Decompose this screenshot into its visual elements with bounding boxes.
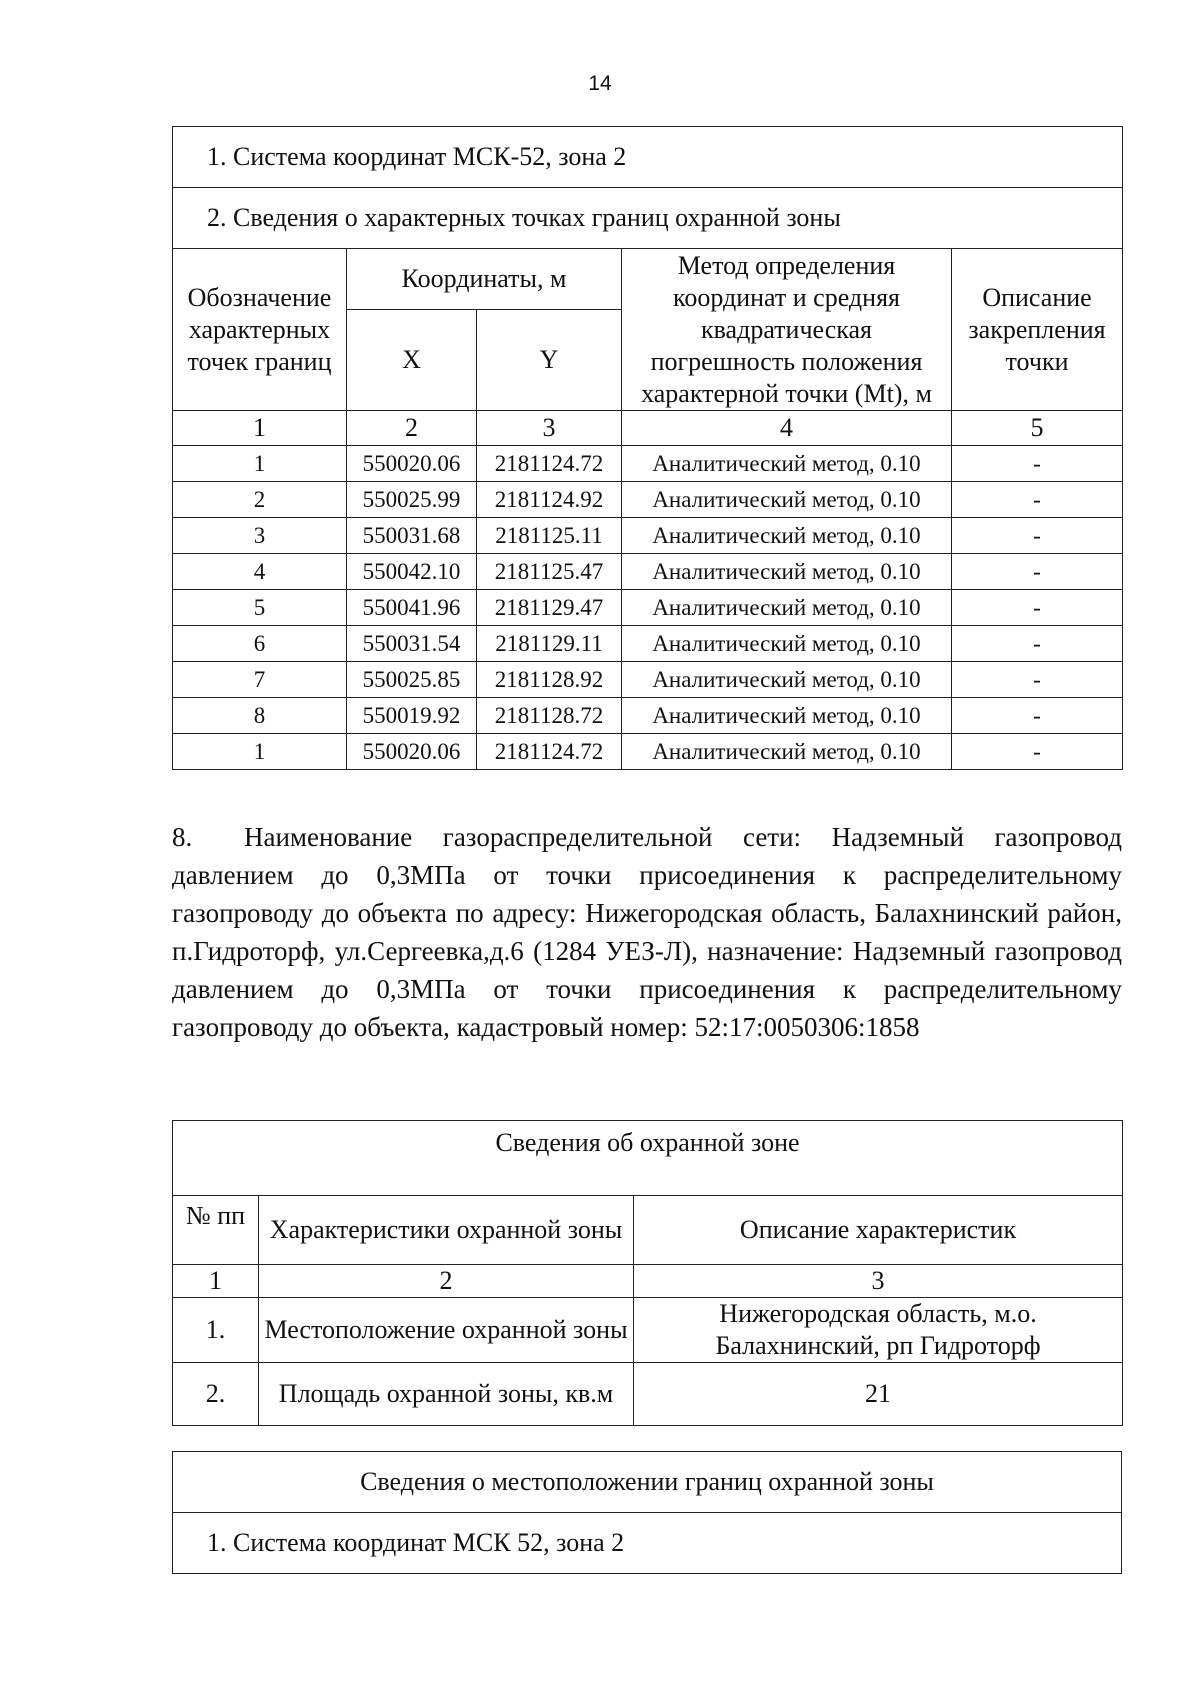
header-point-designation: Обозначение характерных точек границ <box>173 249 347 411</box>
row-method: Аналитический метод, 0.10 <box>622 482 952 518</box>
table-row <box>173 482 1123 518</box>
row-y: 2181129.47 <box>477 590 622 626</box>
header-x: X <box>347 310 477 411</box>
row-y: 2181125.47 <box>477 554 622 590</box>
row-fixing: - <box>952 734 1123 770</box>
protection-zone-table <box>172 1120 1123 1426</box>
row-point: 7 <box>173 662 347 698</box>
row-fixing: - <box>952 590 1123 626</box>
row-x: 550031.68 <box>347 518 477 554</box>
row-fixing: - <box>952 446 1123 482</box>
row-y: 2181125.11 <box>477 518 622 554</box>
row-x: 550020.06 <box>347 734 477 770</box>
zone-table-title: Сведения об охранной зоне <box>173 1121 1123 1196</box>
column-number: 2 <box>259 1265 634 1298</box>
column-number: 3 <box>634 1265 1123 1298</box>
row-characteristic: Площадь охранной зоны, кв.м <box>259 1363 634 1426</box>
table-row <box>173 626 1123 662</box>
row-x: 550019.92 <box>347 698 477 734</box>
table-row <box>173 662 1123 698</box>
row-y: 2181128.72 <box>477 698 622 734</box>
row-fixing: - <box>952 698 1123 734</box>
row-point: 3 <box>173 518 347 554</box>
row-x: 550041.96 <box>347 590 477 626</box>
row-method: Аналитический метод, 0.10 <box>622 446 952 482</box>
coordinate-system-title: 1. Система координат МСК-52, зона 2 <box>173 127 1123 188</box>
row-method: Аналитический метод, 0.10 <box>622 590 952 626</box>
row-fixing: - <box>952 662 1123 698</box>
row-y: 2181128.92 <box>477 662 622 698</box>
row-x: 550031.54 <box>347 626 477 662</box>
row-fixing: - <box>952 482 1123 518</box>
row-x: 550020.06 <box>347 446 477 482</box>
row-point: 5 <box>173 590 347 626</box>
row-point: 1 <box>173 734 347 770</box>
row-method: Аналитический метод, 0.10 <box>622 518 952 554</box>
row-method: Аналитический метод, 0.10 <box>622 626 952 662</box>
row-description: Нижегородская область, м.о. Балахнинский, рп Гидроторф <box>634 1298 1123 1363</box>
table-row <box>173 734 1123 770</box>
row-y: 2181124.72 <box>477 734 622 770</box>
row-method: Аналитический метод, 0.10 <box>622 554 952 590</box>
table-row <box>173 446 1123 482</box>
paragraph-number: 8. <box>172 822 193 852</box>
gas-network-paragraph <box>172 818 1122 1046</box>
table-row <box>173 518 1123 554</box>
header-characteristic: Характеристики охранной зоны <box>259 1196 634 1265</box>
header-fixing: Описание закрепления точки <box>952 249 1123 411</box>
row-point: 4 <box>173 554 347 590</box>
row-y: 2181129.11 <box>477 626 622 662</box>
paragraph-text: Наименование газораспределительной сети: Надземный газопровод давлением до 0,3МПа от точки присоединения к распределительному газопроводу до объекта по адресу: Нижегородская область, Балахнинский район, п.Гидроторф, ул.Сергеевка,д.6 (1284 УЕЗ-Л), назначение: Надземный газопровод давлением до 0,3МПа от точки присоединения к распределительному газопроводу до объекта, кадастровый номер: 52:17:0050306:1858 <box>172 822 1122 1042</box>
boundary-location-table <box>172 1451 1122 1574</box>
header-y: Y <box>477 310 622 411</box>
row-x: 550042.10 <box>347 554 477 590</box>
column-number: 4 <box>622 411 952 446</box>
row-point: 6 <box>173 626 347 662</box>
row-point: 1 <box>173 446 347 482</box>
header-num: № пп <box>173 1196 259 1265</box>
column-number: 1 <box>173 1265 259 1298</box>
row-number: 2. <box>173 1363 259 1426</box>
column-number: 5 <box>952 411 1123 446</box>
row-fixing: - <box>952 626 1123 662</box>
column-number: 1 <box>173 411 347 446</box>
table-row <box>173 554 1123 590</box>
column-number: 2 <box>347 411 477 446</box>
header-description: Описание характеристик <box>634 1196 1123 1265</box>
row-fixing: - <box>952 518 1123 554</box>
row-characteristic: Местоположение охранной зоны <box>259 1298 634 1363</box>
row-number: 1. <box>173 1298 259 1363</box>
table-row <box>173 1363 1123 1426</box>
table-row <box>173 1298 1123 1363</box>
column-number-row <box>173 411 1123 446</box>
row-y: 2181124.92 <box>477 482 622 518</box>
row-x: 550025.85 <box>347 662 477 698</box>
header-method: Метод определения координат и средняя квадратическая погрешность положения характерной точки (Mt), м <box>622 249 952 411</box>
page-number: 14 <box>588 72 612 95</box>
location-coordinate-system: 1. Система координат МСК 52, зона 2 <box>173 1513 1122 1574</box>
column-number: 3 <box>477 411 622 446</box>
section-title: 2. Сведения о характерных точках границ охранной зоны <box>173 188 1123 249</box>
row-method: Аналитический метод, 0.10 <box>622 662 952 698</box>
boundary-points-table <box>172 126 1123 770</box>
row-y: 2181124.72 <box>477 446 622 482</box>
row-point: 2 <box>173 482 347 518</box>
row-description: 21 <box>634 1363 1123 1426</box>
row-point: 8 <box>173 698 347 734</box>
header-coordinates: Координаты, м <box>347 249 622 310</box>
row-method: Аналитический метод, 0.10 <box>622 698 952 734</box>
row-x: 550025.99 <box>347 482 477 518</box>
table-row <box>173 590 1123 626</box>
row-method: Аналитический метод, 0.10 <box>622 734 952 770</box>
location-table-title: Сведения о местоположении границ охранной зоны <box>173 1452 1122 1513</box>
table-row <box>173 698 1123 734</box>
row-fixing: - <box>952 554 1123 590</box>
